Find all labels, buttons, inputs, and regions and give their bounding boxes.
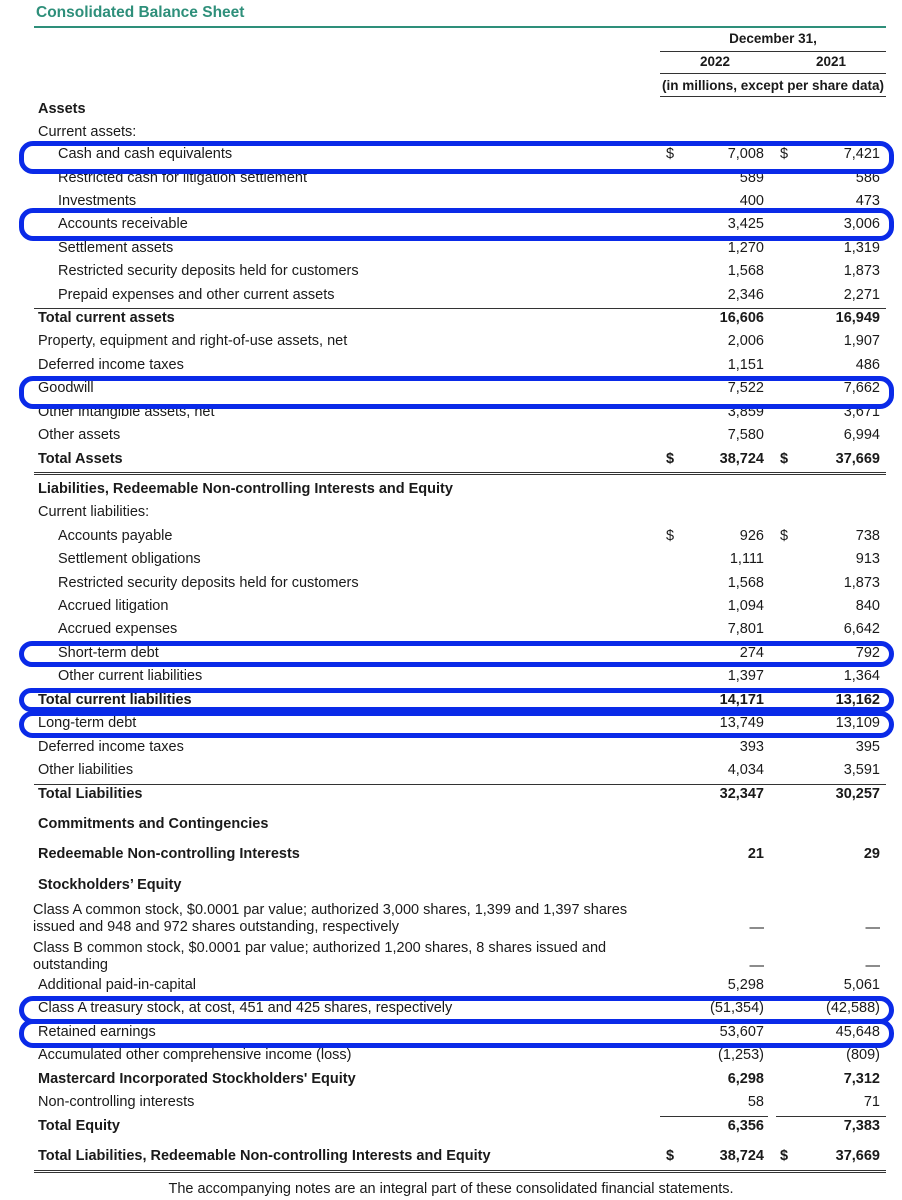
value-2022: 3,425 bbox=[727, 216, 764, 232]
value-2022: 21 bbox=[747, 846, 764, 862]
row-label: Settlement assets bbox=[58, 240, 174, 256]
value-2022: 6,298 bbox=[727, 1071, 764, 1087]
value-2021: 3,591 bbox=[843, 762, 880, 778]
table-row bbox=[0, 1118, 902, 1140]
table-row bbox=[0, 575, 902, 597]
row-label: Redeemable Non-controlling Interests bbox=[38, 846, 300, 862]
value-2022: 16,606 bbox=[719, 310, 764, 326]
value-2022: 7,801 bbox=[727, 621, 764, 637]
row-label: Non-controlling interests bbox=[38, 1094, 195, 1110]
value-2022: 3,859 bbox=[727, 404, 764, 420]
table-row bbox=[0, 481, 902, 503]
dollar-sign-2021: $ bbox=[780, 451, 789, 467]
table-row bbox=[0, 739, 902, 761]
value-2021: 7,421 bbox=[843, 146, 880, 162]
row-label: Other current liabilities bbox=[58, 668, 203, 684]
subtotal-rule bbox=[776, 1116, 886, 1117]
row-label: Other assets bbox=[38, 427, 121, 443]
row-label: Accounts payable bbox=[58, 528, 173, 544]
value-2021: 71 bbox=[863, 1094, 880, 1110]
highlight-box bbox=[19, 208, 894, 241]
table-row bbox=[0, 846, 902, 868]
highlight-box bbox=[19, 1019, 894, 1048]
value-2022: 1,568 bbox=[727, 575, 764, 591]
value-2021: 6,642 bbox=[843, 621, 880, 637]
value-2022: 2,006 bbox=[727, 333, 764, 349]
highlight-box bbox=[19, 688, 894, 712]
row-label: Cash and cash equivalents bbox=[58, 146, 233, 162]
value-2022: 38,724 bbox=[719, 1148, 764, 1164]
header-year-2021: 2021 bbox=[815, 54, 847, 69]
value-2022: 38,724 bbox=[719, 451, 764, 467]
row-label: Goodwill bbox=[38, 380, 94, 396]
value-2021: (809) bbox=[846, 1047, 880, 1063]
table-row bbox=[0, 427, 902, 449]
table-row bbox=[0, 877, 902, 899]
value-2021: 7,312 bbox=[843, 1071, 880, 1087]
row-label: Accumulated other comprehensive income (loss) bbox=[38, 1047, 352, 1063]
value-2022: 4,034 bbox=[727, 762, 764, 778]
value-2021: 30,257 bbox=[835, 786, 880, 802]
row-label: Restricted security deposits held for customers bbox=[58, 575, 359, 591]
table-row bbox=[0, 333, 902, 355]
table-row bbox=[0, 1094, 902, 1116]
table-row bbox=[0, 786, 902, 808]
row-label: Accounts receivable bbox=[58, 216, 188, 232]
table-row bbox=[0, 1071, 902, 1093]
value-2022: 6,356 bbox=[727, 1118, 764, 1134]
highlight-box bbox=[19, 376, 894, 409]
value-2021: 45,648 bbox=[835, 1024, 880, 1040]
value-2021: 586 bbox=[855, 170, 880, 186]
dollar-sign-2022: $ bbox=[666, 1148, 675, 1164]
value-2022: 393 bbox=[739, 739, 764, 755]
value-2021: 486 bbox=[855, 357, 880, 373]
row-label: Retained earnings bbox=[38, 1024, 156, 1040]
value-2021: 792 bbox=[855, 645, 880, 661]
value-2021: 1,873 bbox=[843, 575, 880, 591]
value-2021: 7,383 bbox=[843, 1118, 880, 1134]
value-2021: 6,994 bbox=[843, 427, 880, 443]
row-label: Liabilities, Redeemable Non-controlling Interests and Equity bbox=[38, 481, 453, 497]
value-2021: 13,109 bbox=[835, 715, 880, 731]
value-2022: 32,347 bbox=[719, 786, 764, 802]
value-2022: 5,298 bbox=[727, 977, 764, 993]
value-2022: 14,171 bbox=[719, 692, 764, 708]
row-label: Accrued litigation bbox=[58, 598, 169, 614]
value-2021: 395 bbox=[855, 739, 880, 755]
row-label: Assets bbox=[38, 101, 86, 117]
row-label: Class A common stock, $0.0001 par value; authorized 3,000 shares, 1,399 and 1,397 shares issued and 948 and 972 shares outstanding, respectively bbox=[33, 902, 628, 935]
highlight-box bbox=[19, 711, 894, 738]
value-2021: 5,061 bbox=[843, 977, 880, 993]
value-2021: — bbox=[865, 920, 880, 936]
value-2021: 1,364 bbox=[843, 668, 880, 684]
header-date: December 31, bbox=[729, 31, 817, 46]
value-2022: — bbox=[749, 958, 764, 974]
value-2022: 2,346 bbox=[727, 287, 764, 303]
row-label: Property, equipment and right-of-use assets, net bbox=[38, 333, 348, 349]
table-row bbox=[0, 287, 902, 309]
header-date-rule bbox=[660, 51, 886, 52]
value-2021: 1,319 bbox=[843, 240, 880, 256]
table-row bbox=[0, 902, 902, 936]
row-label: Other intangible assets, net bbox=[38, 404, 215, 420]
header-year-2022: 2022 bbox=[699, 54, 731, 69]
value-2022: (1,253) bbox=[718, 1047, 764, 1063]
highlight-box bbox=[19, 141, 894, 174]
dollar-sign-2022: $ bbox=[666, 451, 675, 467]
row-label: Total Equity bbox=[38, 1118, 120, 1134]
value-2022: 400 bbox=[739, 193, 764, 209]
value-2022: 13,749 bbox=[719, 715, 764, 731]
row-label: Total Liabilities, Redeemable Non-controlling Interests and Equity bbox=[38, 1148, 491, 1164]
row-label: Total Liabilities bbox=[38, 786, 143, 802]
row-label: Additional paid-in-capital bbox=[38, 977, 196, 993]
row-label: Class A treasury stock, at cost, 451 and 425 shares, respectively bbox=[38, 1000, 453, 1016]
value-2022: 1,111 bbox=[729, 551, 764, 567]
table-row bbox=[0, 621, 902, 643]
value-2021: 1,873 bbox=[843, 263, 880, 279]
dollar-sign-2021: $ bbox=[780, 528, 789, 544]
value-2021: 3,006 bbox=[843, 216, 880, 232]
value-2022: 1,397 bbox=[727, 668, 764, 684]
table-row bbox=[0, 598, 902, 620]
value-2022: 1,151 bbox=[727, 357, 764, 373]
row-label: Investments bbox=[58, 193, 137, 209]
table-row bbox=[0, 762, 902, 784]
value-2021: 3,671 bbox=[843, 404, 880, 420]
dollar-sign-2021: $ bbox=[780, 1148, 789, 1164]
row-label: Mastercard Incorporated Stockholders' Equity bbox=[38, 1071, 356, 1087]
value-2021: 840 bbox=[855, 598, 880, 614]
row-label: Deferred income taxes bbox=[38, 739, 184, 755]
table-row bbox=[0, 101, 902, 123]
row-label: Long-term debt bbox=[38, 715, 137, 731]
value-2021: 37,669 bbox=[835, 1148, 880, 1164]
header-year-rule bbox=[660, 73, 886, 74]
header-units: (in millions, except per share data) bbox=[661, 78, 885, 93]
row-label: Total current assets bbox=[38, 310, 175, 326]
row-label: Restricted security deposits held for customers bbox=[58, 263, 359, 279]
row-label: Total current liabilities bbox=[38, 692, 192, 708]
table-row bbox=[0, 816, 902, 838]
table-row bbox=[0, 1148, 902, 1170]
value-2022: (51,354) bbox=[709, 1000, 764, 1016]
value-2021: 13,162 bbox=[835, 692, 880, 708]
row-label: Current liabilities: bbox=[38, 504, 150, 520]
table-row bbox=[0, 504, 902, 526]
dollar-sign-2022: $ bbox=[666, 146, 675, 162]
section-rule bbox=[34, 784, 886, 785]
value-2021: 16,949 bbox=[835, 310, 880, 326]
row-label: Total Assets bbox=[38, 451, 123, 467]
value-2022: 926 bbox=[739, 528, 764, 544]
value-2022: 1,568 bbox=[727, 263, 764, 279]
value-2021: — bbox=[865, 958, 880, 974]
value-2021: 7,662 bbox=[843, 380, 880, 396]
row-label: Restricted cash for litigation settlement bbox=[58, 170, 308, 186]
value-2022: 7,522 bbox=[727, 380, 764, 396]
value-2021: 913 bbox=[855, 551, 880, 567]
row-label: Accrued expenses bbox=[58, 621, 178, 637]
value-2022: 589 bbox=[739, 170, 764, 186]
table-row bbox=[0, 451, 902, 473]
value-2021: 37,669 bbox=[835, 451, 880, 467]
row-label: Class B common stock, $0.0001 par value; authorized 1,200 shares, 8 shares issued and outstanding bbox=[33, 940, 607, 973]
statement-title: Consolidated Balance Sheet bbox=[36, 4, 245, 21]
table-row bbox=[0, 310, 902, 332]
footnote: The accompanying notes are an integral part of these consolidated financial statements. bbox=[168, 1181, 734, 1197]
value-2022: 7,008 bbox=[727, 146, 764, 162]
title-rule bbox=[34, 26, 886, 28]
value-2021: 29 bbox=[863, 846, 880, 862]
value-2022: 53,607 bbox=[719, 1024, 764, 1040]
value-2021: 1,907 bbox=[843, 333, 880, 349]
row-label: Deferred income taxes bbox=[38, 357, 184, 373]
row-label: Prepaid expenses and other current assets bbox=[58, 287, 335, 303]
row-label: Stockholders’ Equity bbox=[38, 877, 182, 893]
row-label: Current assets: bbox=[38, 124, 137, 140]
table-row bbox=[0, 668, 902, 690]
table-row bbox=[0, 528, 902, 550]
value-2021: 2,271 bbox=[843, 287, 880, 303]
value-2022: 7,580 bbox=[727, 427, 764, 443]
row-label: Settlement obligations bbox=[58, 551, 201, 567]
subtotal-rule bbox=[660, 1116, 768, 1117]
value-2022: — bbox=[749, 920, 764, 936]
value-2021: (42,588) bbox=[825, 1000, 880, 1016]
value-2022: 1,270 bbox=[727, 240, 764, 256]
table-row bbox=[0, 1047, 902, 1069]
table-row bbox=[0, 263, 902, 285]
value-2021: 473 bbox=[855, 193, 880, 209]
section-rule bbox=[34, 472, 886, 475]
highlight-box bbox=[19, 641, 894, 667]
row-label: Commitments and Contingencies bbox=[38, 816, 269, 832]
dollar-sign-2022: $ bbox=[666, 528, 675, 544]
value-2022: 274 bbox=[739, 645, 764, 661]
table-row bbox=[0, 551, 902, 573]
value-2021: 738 bbox=[855, 528, 880, 544]
header-units-rule bbox=[660, 96, 886, 97]
value-2022: 1,094 bbox=[727, 598, 764, 614]
value-2022: 58 bbox=[747, 1094, 764, 1110]
table-row bbox=[0, 240, 902, 262]
row-label: Short-term debt bbox=[58, 645, 159, 661]
section-rule bbox=[34, 308, 886, 309]
dollar-sign-2021: $ bbox=[780, 146, 789, 162]
table-row bbox=[0, 940, 902, 974]
row-label: Other liabilities bbox=[38, 762, 134, 778]
section-rule bbox=[34, 1170, 886, 1173]
